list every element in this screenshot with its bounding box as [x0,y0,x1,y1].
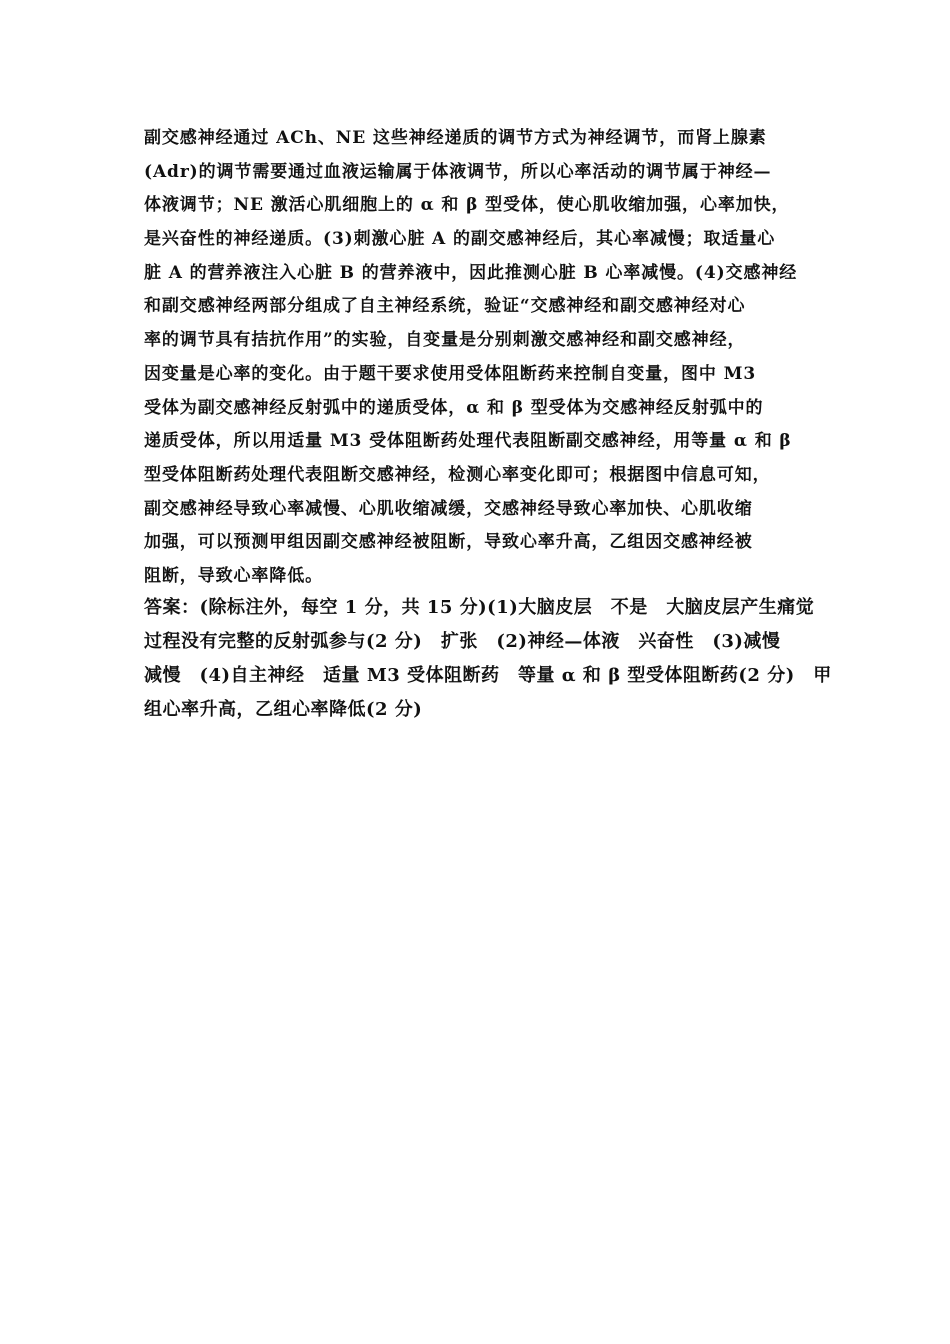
explanation-line: 递质受体，所以用适量 M3 受体阻断药处理代表阻断副交感神经，用等量 α 和 β [144,431,792,452]
explanation-line: (Adr)的调节需要通过血液运输属于体液调节，所以心率活动的调节属于神经— [144,161,772,182]
explanation-line: 体液调节；NE 激活心肌细胞上的 α 和 β 型受体，使心肌收缩加强，心率加快， [144,195,790,216]
explanation-line: 型受体阻断药处理代表阻断交感神经，检测心率变化即可；根据图中信息可知， [144,464,771,485]
explanation-line: 率的调节具有拮抗作用”的实验，自变量是分别刺激交感神经和副交感神经， [144,330,746,351]
explanation-line: 因变量是心率的变化。由于题干要求使用受体阻断药来控制自变量，图中 M3 [144,363,757,384]
explanation-line: 副交感神经通过 ACh、NE 这些神经递质的调节方式为神经调节，而肾上腺素 [144,128,767,148]
answer-text: (除标注外，每空 1 分，共 15 分)(1)大脑皮层 不是 大脑皮层产生痛觉 [199,597,815,618]
answer-label: 答案： [144,597,200,618]
answer-line [144,591,820,625]
answer-line: 减慢 (4)自主神经 适量 M3 受体阻断药 等量 α 和 β 型受体阻断药(2 分) 甲 [144,665,832,686]
explanation-line: 和副交感神经两部分组成了自主神经系统，验证“交感神经和副交感神经对心 [144,296,746,317]
answer-line: 组心率升高，乙组心率降低(2 分) [144,699,423,720]
explanation-line: 副交感神经导致心率减慢、心肌收缩减缓，交感神经导致心率加快、心肌收缩 [144,498,753,519]
explanation-line: 是兴奋性的神经递质。(3)刺激心脏 A 的副交感神经后，其心率减慢；取适量心 [144,229,776,250]
explanation-line: 受体为副交感神经反射弧中的递质受体，α 和 β 型受体为交感神经反射弧中的 [144,397,764,418]
explanation-line: 加强，可以预测甲组因副交感神经被阻断，导致心率升高，乙组因交感神经被 [144,532,753,553]
explanation-line: 脏 A 的营养液注入心脏 B 的营养液中，因此推测心脏 B 心率减慢。(4)交感神经 [144,262,798,283]
explanation-line: 阻断，导致心率降低。 [144,565,323,586]
answer-line: 过程没有完整的反射弧参与(2 分) 扩张 (2)神经—体液 兴奋性 (3)减慢 [144,631,781,652]
answer-paragraph [144,591,832,727]
explanation-paragraph [144,122,820,594]
